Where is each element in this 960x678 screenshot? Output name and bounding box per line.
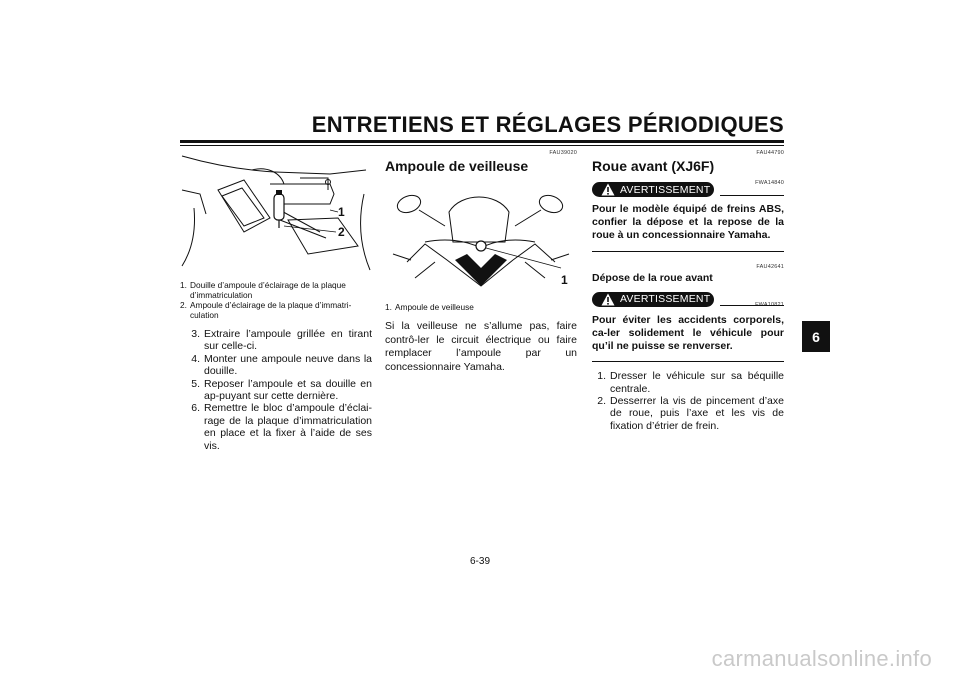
warning-label: AVERTISSEMENT [620,293,711,306]
position-light-figure [385,182,577,294]
header-rule-thin [180,145,784,146]
caption-item [180,300,372,310]
section-code: FAU44790 [756,150,784,156]
page-header [180,112,784,142]
caption-item [385,302,577,312]
section-code: FAU42641 [756,263,784,270]
figure-label-1: 1 [561,273,568,287]
warning-end-rule [592,361,784,362]
warning-text: Pour éviter les accidents corporels, ca-ler solidement le véhicule pour qu’il ne puisse se renverser. [592,313,784,353]
caption-number: 1. [385,302,392,312]
caption-number: 2. [180,300,187,310]
figure-caption [180,280,372,320]
caption-item [180,280,372,290]
step-number: 2. [597,395,606,408]
warning-triangle-icon [601,293,615,306]
license-light-figure [180,150,372,272]
section-heading: Roue avant (XJ6F) [592,158,715,174]
caption-text: Ampoule d’éclairage de la plaque d’immatri- [190,300,352,310]
caption-text: culation [190,310,219,320]
license-plate-light-illustration [180,150,372,272]
caption-text: Ampoule de veilleuse [395,302,474,312]
figure-label-1: 1 [338,205,345,219]
procedure-steps [592,370,784,432]
warning-rule [720,195,784,196]
header-rule [180,140,784,143]
motorcycle-front-illustration [385,182,577,294]
warning-banner [592,292,784,310]
warning-badge [592,292,714,307]
section-heading: Ampoule de veilleuse [385,158,529,174]
step-item [180,328,372,353]
step-number: 6. [191,402,200,415]
step-text: Extraire l’ampoule grillée en tirant sur celle-ci. [204,328,372,353]
subsection-heading: Dépose de la roue avant [592,271,713,284]
watermark: carmanualsonline.info [711,646,932,671]
chapter-tab: 6 [802,321,830,352]
step-text: Dresser le véhicule sur sa béquille centrale. [610,370,784,395]
caption-item-continued [180,290,372,300]
column-front-wheel [592,150,784,432]
caption-number: 1. [180,280,187,290]
step-number: 1. [597,370,606,383]
step-item [180,402,372,452]
warning-triangle-icon [601,183,615,196]
warning-code: FWA14840 [755,180,784,186]
step-number: 5. [191,377,200,390]
warning-banner [592,182,784,200]
page-title: ENTRETIENS ET RÉGLAGES PÉRIODIQUES [311,112,784,137]
column-license-light [180,150,372,452]
warning-text: Pour le modèle équipé de freins ABS, confier la dépose et la repose de la roue à un concessionnaire Yamaha. [592,203,784,242]
step-item [592,370,784,395]
warning-rule [720,305,784,306]
step-item [180,353,372,378]
step-number: 4. [191,352,200,365]
warning-badge [592,182,714,197]
body-paragraph: Si la veilleuse ne s’allume pas, faire contrô-ler le circuit électrique ou faire remplacer l’ampoule par un concessionnaire Yamaha. [385,320,577,373]
page-number: 6-39 [469,556,490,567]
step-text: Monter une ampoule neuve dans la douille. [204,352,372,378]
procedure-steps [180,328,372,452]
step-text: Remettre le bloc d’ampoule d’éclai-rage de la plaque d’immatriculation en place et la fixer à l’aide de ses vis. [204,402,372,452]
figure-caption [385,302,577,312]
caption-text: d’immatriculation [190,290,253,300]
step-item [592,395,784,432]
step-number: 3. [191,328,200,340]
figure-label-2: 2 [338,225,345,239]
warning-end-rule [592,251,784,252]
column-position-light [385,150,577,374]
step-text: Reposer l’ampoule et sa douille en ap-puyant sur cette dernière. [204,377,372,403]
step-text: Desserrer la vis de pincement d’axe de roue, puis l’axe et les vis de fixation d’étrier de frein. [610,395,784,432]
section-code: FAU39020 [549,150,577,156]
caption-item-continued [180,310,372,320]
warning-label: AVERTISSEMENT [620,183,711,196]
step-item [180,378,372,403]
caption-text: Douille d’ampoule d’éclairage de la plaque [190,280,346,290]
